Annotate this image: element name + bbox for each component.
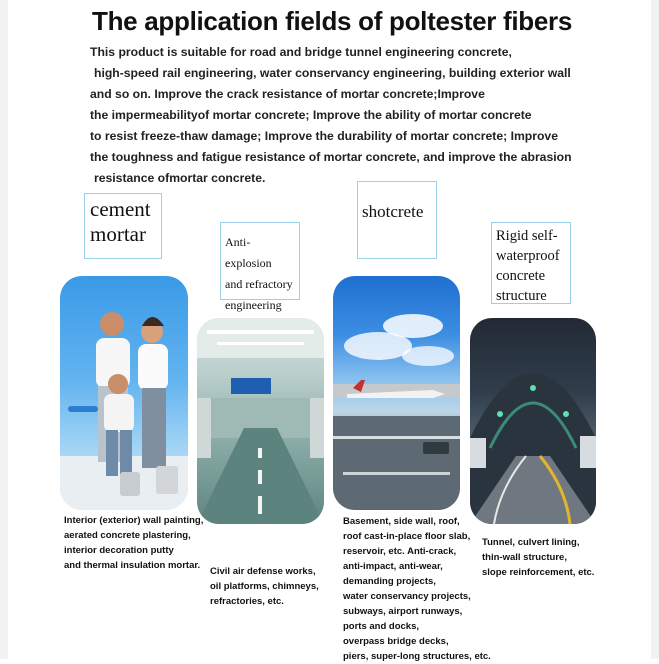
caption-line: reservoir, etc. Anti-crack, — [343, 546, 457, 557]
tunnel-illustration — [470, 318, 596, 524]
intro-line: high-speed rail engineering, water conservancy engineering, building exterior wall — [94, 66, 571, 80]
field-label-anti-explosion — [220, 222, 300, 312]
caption-line: overpass bridge decks, — [343, 636, 449, 647]
family-painting-photo — [60, 276, 188, 510]
field-label-cement-mortar — [84, 193, 162, 259]
intro-line: the toughness and fatigue resistance of mortar concrete, and improve the abrasion — [90, 150, 572, 164]
intro-line: and so on. Improve the crack resistance of mortar concrete;Improve — [90, 87, 485, 101]
family-painting-illustration — [60, 276, 188, 510]
caption-line: Interior (exterior) wall painting, — [64, 515, 204, 526]
caption-line: piers, super-long structures, etc. — [343, 651, 491, 662]
field-label-shotcrete — [357, 181, 437, 259]
page-title: The application fields of poltester fibers — [92, 6, 573, 36]
underground-garage-illustration — [197, 318, 324, 524]
caption-line: ports and docks, — [343, 621, 420, 632]
field-label-rigid-waterproof — [491, 222, 571, 304]
field-label-line: Anti-explosion — [225, 235, 272, 270]
airport-runway-illustration — [333, 276, 460, 510]
tunnel-photo — [470, 318, 596, 524]
caption-line: roof cast-in-place floor slab, — [343, 531, 471, 542]
caption-line: oil platforms, chimneys, — [210, 581, 319, 592]
field-label-line: mortar — [90, 222, 146, 246]
field-caption-anti-explosion — [210, 564, 319, 609]
field-label-line: shotcrete — [362, 202, 424, 221]
caption-line: Tunnel, culvert lining, — [482, 537, 580, 548]
field-label-line: Rigid self- — [496, 228, 558, 244]
caption-line: Civil air defense works, — [210, 566, 316, 577]
caption-line: Basement, side wall, roof, — [343, 516, 460, 527]
caption-line: subways, airport runways, — [343, 606, 463, 617]
field-label-line: engineering — [225, 298, 282, 312]
airport-runway-photo — [333, 276, 460, 510]
intro-line: the impermeabilityof mortar concrete; Improve the ability of mortar concrete — [90, 108, 532, 122]
intro-paragraph — [90, 42, 620, 189]
page-edge-left — [0, 0, 8, 659]
caption-line: anti-impact, anti-wear, — [343, 561, 443, 572]
caption-line: water conservancy projects, — [343, 591, 471, 602]
caption-line: demanding projects, — [343, 576, 436, 587]
intro-line: to resist freeze-thaw damage; Improve the durability of mortar concrete; Improve — [90, 129, 558, 143]
intro-line: resistance ofmortar concrete. — [94, 171, 266, 185]
intro-line: This product is suitable for road and bridge tunnel engineering concrete, — [90, 45, 512, 59]
field-label-line: concrete — [496, 268, 546, 284]
page-edge-right — [651, 0, 659, 659]
field-label-line: cement — [90, 197, 151, 221]
caption-line: thin-wall structure, — [482, 552, 567, 563]
field-caption-shotcrete — [343, 514, 491, 664]
caption-line: aerated concrete plastering, — [64, 530, 191, 541]
field-caption-rigid-waterproof — [482, 535, 594, 580]
field-label-line: waterproof — [496, 248, 560, 264]
field-caption-cement-mortar — [64, 513, 203, 573]
caption-line: and thermal insulation mortar. — [64, 560, 201, 571]
field-label-line: structure — [496, 288, 547, 304]
caption-line: interior decoration putty — [64, 545, 174, 556]
caption-line: slope reinforcement, etc. — [482, 567, 595, 578]
caption-line: refractories, etc. — [210, 596, 284, 607]
field-label-line: and refractory — [225, 277, 293, 291]
underground-garage-photo — [197, 318, 324, 524]
